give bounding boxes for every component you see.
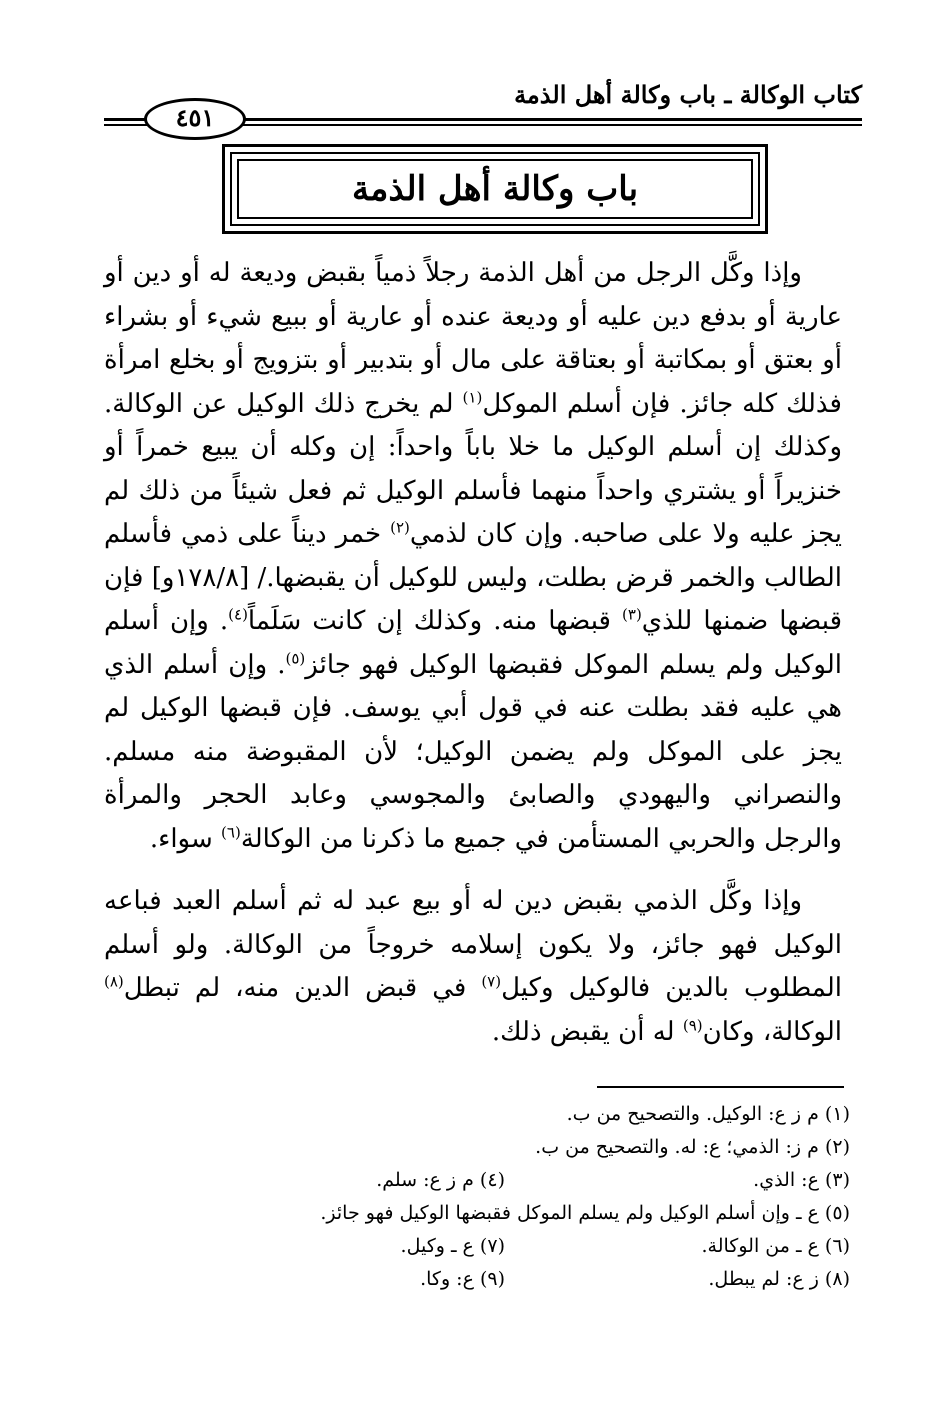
footnote-2: (٢) م ز: الذمي؛ ع: له. والتصحيح من ب. (535, 1136, 850, 1158)
text-segment: قبضها منه. وكذلك إن كانت سَلَماً (247, 606, 623, 636)
footnote-ref-9: (٩) (682, 1015, 703, 1034)
footnote-line (200, 1164, 850, 1197)
text-segment: وإذا وكَّل الرجل من أهل الذمة رجلاً ذمياً بقبض وديعة له أو دين أو عارية أو بدفع دين عليه أو وديعة عنده أو عارية أو ببيع شيء أو بشراء أو بعتق أو بمكاتبة أو بعتاقة على مال أو بتدبير أو بتزويج أو بخلع امرأة فذلك كله جائز. فإن أسلم الموكل (104, 258, 842, 419)
text-segment: وإذا وكَّل الذمي بقبض دين له أو بيع عبد له ثم أسلم العبد فباعه الوكيل فهو جائز، ولا يكون إسلامه خروجاً من الوكالة. ولو أسلم المطلوب بالدين فالوكيل وكيل (104, 886, 842, 1003)
footnote-8: (٨) ز ع: لم يبطل. (708, 1268, 850, 1290)
footnote-ref-2: (٢) (390, 518, 410, 537)
footnote-line (200, 1098, 850, 1131)
footnote-ref-8: (٨) (104, 972, 124, 991)
text-segment: لم يخرج ذلك الوكيل عن الوكالة. وكذلك إن أسلم الوكيل ما خلا باباً واحداً: إن وكله أن يبيع خمراً أو خنزيراً أو يشتري واحداً منهما فأسلم الوكيل ثم فعل شيئاً من ذلك لم يجز عليه ولا على صاحبه. وإن كان لذمي (104, 388, 843, 549)
paragraph-1 (104, 252, 842, 861)
text-segment: في قبض الدين منه، لم تبطل (123, 973, 482, 1003)
text-segment: خمر ديناً على ذمي فأسلم الطالب والخمر قرض بطلت، وليس للوكيل أن يقبضها./ [١٧٨/٨و] فإن قبضها ضمنها للذي (104, 519, 842, 636)
paragraph-2-text (104, 880, 842, 1054)
text-segment: له أن يقبض ذلك. (491, 1016, 683, 1047)
footnote-ref-4: (٤) (228, 605, 248, 624)
footnote-ref-1: (١) (462, 387, 483, 406)
text-segment: . وإن أسلم الذي هي عليه فقد بطلت عنه في قول أبي يوسف. فإن قبضها الوكيل لم يجز على الموكل ولم يضمن الوكيل؛ لأن المقبوضة منه مسلم. والنصراني واليهودي والصابئ والمجوسي وعابد الحجر والمرأة والرجل والحربي المستأمن في جميع ما ذكرنا من الوكالة (104, 649, 842, 854)
chapter-title-frame (222, 144, 768, 234)
text-segment: الوكالة، وكان (702, 1016, 842, 1047)
footnotes (200, 1098, 850, 1296)
running-title: كتاب الوكالة ـ باب وكالة أهل الذمة (514, 80, 862, 109)
footnote-line (200, 1263, 850, 1296)
footnote-9: (٩) ع: وكا. (420, 1268, 505, 1290)
chapter-title: باب وكالة أهل الذمة (351, 169, 639, 209)
frame-border-innermost (237, 159, 753, 219)
footnote-6: (٦) ع ـ من الوكالة. (701, 1235, 850, 1257)
page-number: ٤٥١ (144, 98, 246, 140)
footnote-ref-7: (٧) (481, 972, 502, 991)
footnote-1: (١) م ز ع: الوكيل. والتصحيح من ب. (566, 1103, 850, 1125)
text-segment: سواء. (149, 823, 222, 854)
footnote-3: (٣) ع: الذي. (753, 1169, 850, 1191)
footnote-line (200, 1131, 850, 1164)
paragraph-2 (104, 880, 842, 1054)
page-header (104, 80, 862, 130)
footnote-separator (597, 1086, 844, 1088)
paragraph-1-text (104, 252, 842, 861)
footnote-ref-6: (٦) (221, 822, 241, 841)
footnote-7: (٧) ع ـ وكيل. (400, 1235, 505, 1257)
footnote-4: (٤) م ز ع: سلم. (376, 1169, 505, 1191)
footnote-line (200, 1230, 850, 1263)
footnote-line (200, 1197, 850, 1230)
footnote-5: (٥) ع ـ وإن أسلم الوكيل ولم يسلم الموكل فقبضها الوكيل فهو جائز. (320, 1202, 850, 1224)
text-segment: . وإن أسلم الوكيل ولم يسلم الموكل فقبضها الوكيل فهو جائز (104, 606, 842, 680)
footnote-ref-3: (٣) (622, 605, 642, 624)
footnote-ref-5: (٥) (285, 648, 306, 667)
